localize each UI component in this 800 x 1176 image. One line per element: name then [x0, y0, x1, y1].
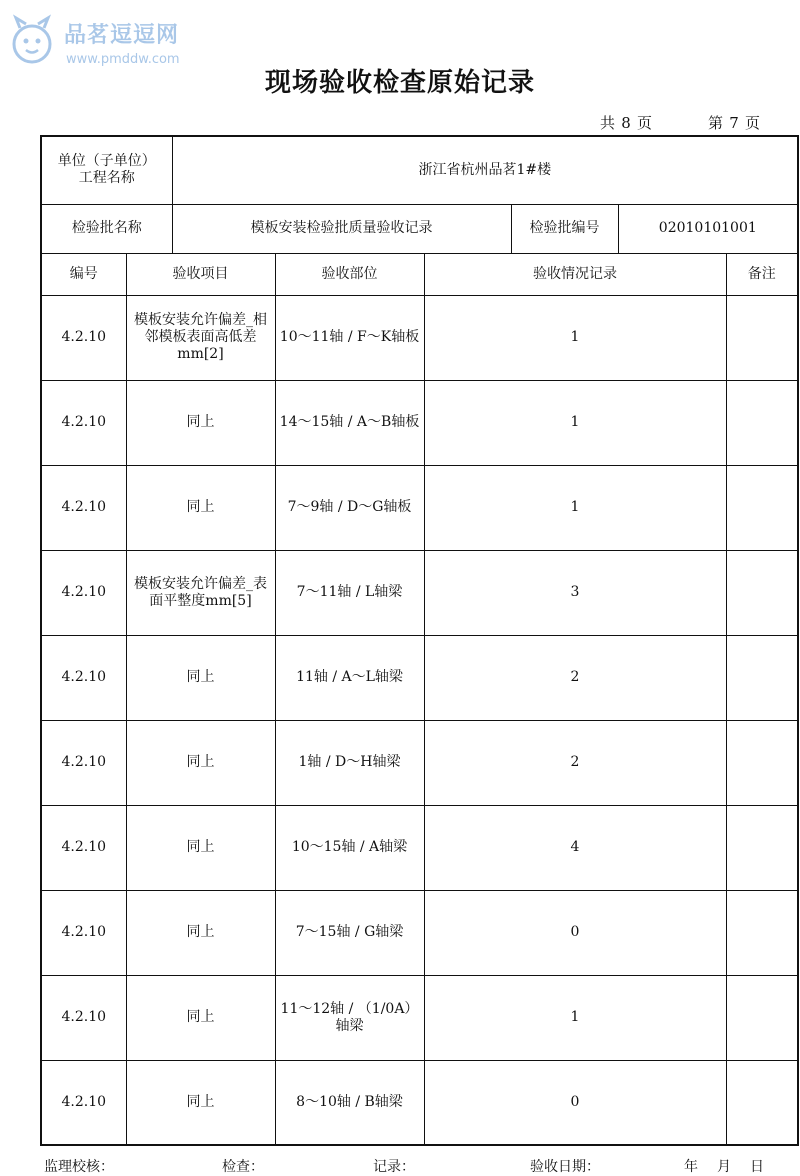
row-record: 4: [424, 805, 726, 890]
row-item: 同上: [126, 975, 275, 1060]
row-item: 同上: [126, 890, 275, 975]
current-page: 第 7 页: [708, 114, 761, 132]
row-location: 7～15轴 / G轴梁: [275, 890, 424, 975]
row-item: 模板安装允许偏差_相邻模板表面高低差mm[2]: [126, 295, 275, 380]
row-record: 1: [424, 380, 726, 465]
row-code: 4.2.10: [41, 465, 126, 550]
row-code: 4.2.10: [41, 1060, 126, 1145]
row-note: [726, 975, 798, 1060]
row-item: 同上: [126, 1060, 275, 1145]
row-record: 1: [424, 295, 726, 380]
row-note: [726, 805, 798, 890]
row-note: [726, 550, 798, 635]
document-title: 现场验收检查原始记录: [264, 68, 535, 98]
watermark-name: 品茗逗逗网: [64, 23, 180, 48]
table-row: [41, 1060, 798, 1145]
table-row: [41, 550, 798, 635]
row-record: 2: [424, 720, 726, 805]
batch-row: [41, 204, 798, 253]
mascot-icon: [8, 14, 56, 66]
header-record: 验收情况记录: [424, 253, 726, 295]
header-note: 备注: [726, 253, 798, 295]
row-location: 10～15轴 / A轴梁: [275, 805, 424, 890]
header-code: 编号: [41, 253, 126, 295]
row-code: 4.2.10: [41, 805, 126, 890]
row-location: 7～11轴 / L轴梁: [275, 550, 424, 635]
recorder-label: 记录：: [373, 1159, 415, 1175]
row-record: 0: [424, 890, 726, 975]
header-location: 验收部位: [275, 253, 424, 295]
table-row: [41, 635, 798, 720]
row-code: 4.2.10: [41, 720, 126, 805]
row-location: 14～15轴 / A～B轴板: [275, 380, 424, 465]
row-note: [726, 720, 798, 805]
row-item: 模板安装允许偏差_表面平整度mm[5]: [126, 550, 275, 635]
date-month: 月: [717, 1159, 731, 1175]
row-item: 同上: [126, 805, 275, 890]
row-note: [726, 465, 798, 550]
row-note: [726, 295, 798, 380]
row-note: [726, 635, 798, 720]
row-code: 4.2.10: [41, 295, 126, 380]
row-record: 3: [424, 550, 726, 635]
inspection-record-table: [40, 135, 799, 1146]
unit-row: [41, 136, 798, 204]
row-code: 4.2.10: [41, 890, 126, 975]
row-item: 同上: [126, 380, 275, 465]
table-row: [41, 720, 798, 805]
row-record: 0: [424, 1060, 726, 1145]
column-header-row: [41, 253, 798, 295]
table-row: [41, 295, 798, 380]
table-row: [41, 465, 798, 550]
row-item: 同上: [126, 465, 275, 550]
row-code: 4.2.10: [41, 380, 126, 465]
record-rows: [41, 295, 798, 1145]
table-row: [41, 805, 798, 890]
row-item: 同上: [126, 720, 275, 805]
row-note: [726, 380, 798, 465]
batch-no-value: 02010101001: [618, 204, 798, 253]
row-location: 8～10轴 / B轴梁: [275, 1060, 424, 1145]
date-label: 验收日期：: [530, 1159, 600, 1175]
batch-name-value: 模板安装检验批质量验收记录: [172, 204, 511, 253]
header-item: 验收项目: [126, 253, 275, 295]
inspector-label: 检查：: [222, 1159, 264, 1175]
row-record: 2: [424, 635, 726, 720]
row-code: 4.2.10: [41, 975, 126, 1060]
table-row: [41, 975, 798, 1060]
unit-value: 浙江省杭州品茗1#楼: [172, 136, 798, 204]
row-code: 4.2.10: [41, 635, 126, 720]
row-location: 10～11轴 / F～K轴板: [275, 295, 424, 380]
row-location: 11～12轴 / （1/0A）轴梁: [275, 975, 424, 1060]
row-note: [726, 1060, 798, 1145]
row-record: 1: [424, 465, 726, 550]
row-item: 同上: [126, 635, 275, 720]
row-location: 7～9轴 / D～G轴板: [275, 465, 424, 550]
batch-no-label: 检验批编号: [511, 204, 618, 253]
batch-name-label: 检验批名称: [41, 204, 172, 253]
row-code: 4.2.10: [41, 550, 126, 635]
total-pages: 共 8 页: [600, 114, 653, 132]
row-location: 1轴 / D～H轴梁: [275, 720, 424, 805]
row-note: [726, 890, 798, 975]
supervisor-label: 监理校核：: [44, 1159, 114, 1175]
row-record: 1: [424, 975, 726, 1060]
date-year: 年: [684, 1159, 698, 1175]
watermark-url: www.pmddw.com: [66, 52, 180, 67]
unit-label: 单位（子单位） 工程名称: [41, 136, 172, 204]
row-location: 11轴 / A～L轴梁: [275, 635, 424, 720]
table-row: [41, 380, 798, 465]
table-row: [41, 890, 798, 975]
date-day: 日: [750, 1159, 764, 1175]
